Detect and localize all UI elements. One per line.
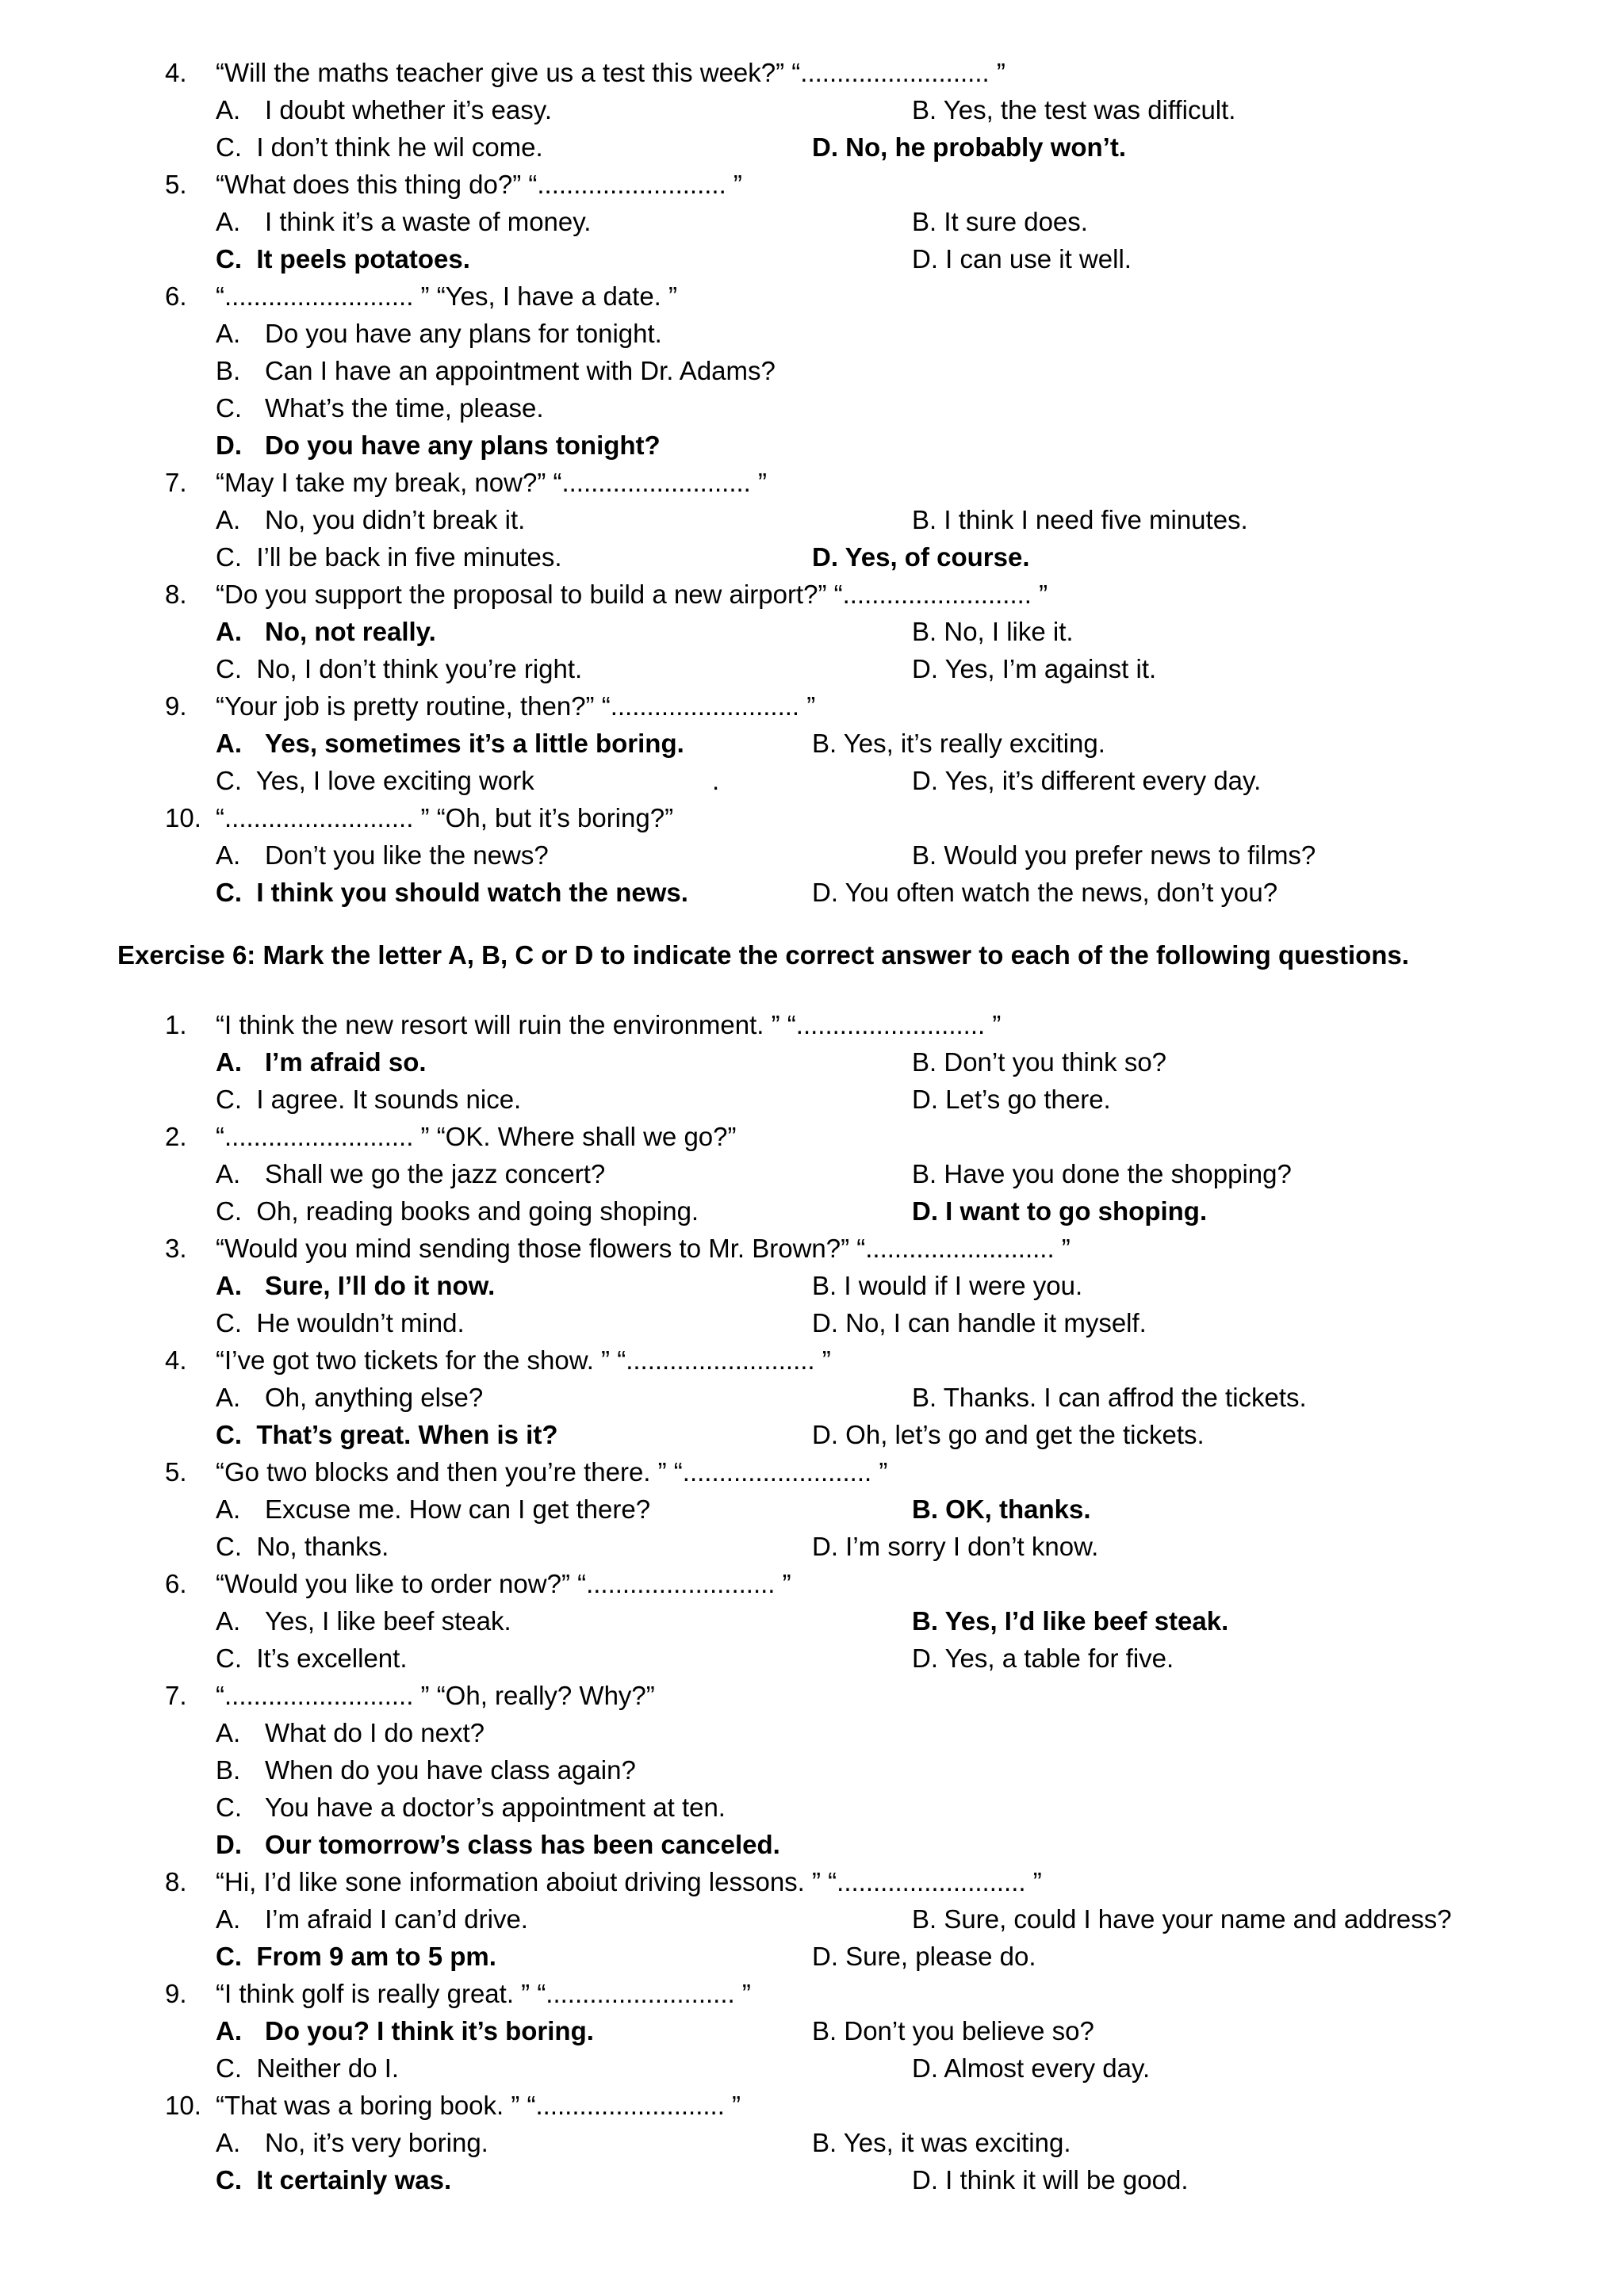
option-d-correct bbox=[216, 430, 661, 461]
option-b bbox=[912, 840, 1316, 871]
question-number: 4. bbox=[165, 58, 187, 87]
option-c bbox=[216, 132, 543, 163]
option-letter: C. bbox=[216, 2053, 242, 2083]
option-text: Sure, please do. bbox=[845, 1942, 1036, 1971]
option-text: It peels potatoes. bbox=[256, 244, 470, 274]
option-letter: C. bbox=[216, 1420, 242, 1449]
option-text: Yes, it’s different every day. bbox=[944, 766, 1262, 795]
option-d bbox=[812, 1419, 1205, 1451]
option-b bbox=[912, 1047, 1166, 1078]
question-7 bbox=[165, 467, 767, 499]
question-text: “What does this thing do?” “.......................... ” bbox=[216, 170, 742, 199]
option-text: What’s the time, please. bbox=[265, 393, 544, 423]
question-9 bbox=[165, 691, 815, 722]
option-text: Sure, could I have your name and address? bbox=[944, 1904, 1452, 1934]
option-letter: C. bbox=[216, 1085, 242, 1114]
option-d-correct bbox=[912, 1196, 1207, 1227]
option-letter: D. bbox=[216, 430, 242, 460]
option-d bbox=[812, 877, 1277, 909]
option-c bbox=[216, 765, 534, 797]
option-d bbox=[812, 1531, 1098, 1563]
question-text: “.......................... ” “OK. Where shall we go?” bbox=[216, 1122, 737, 1151]
option-text: No, he probably won’t. bbox=[845, 132, 1127, 162]
option-d-correct bbox=[812, 541, 1030, 573]
question-10 bbox=[165, 802, 673, 834]
option-text: I don’t think he wil come. bbox=[256, 132, 543, 162]
question-number: 7. bbox=[165, 468, 187, 497]
option-text: Shall we go the jazz concert? bbox=[265, 1159, 606, 1188]
option-c-correct bbox=[216, 1941, 496, 1973]
option-d bbox=[912, 243, 1132, 275]
option-d bbox=[912, 765, 1261, 797]
question-7 bbox=[165, 1680, 655, 1712]
question-number: 4. bbox=[165, 1345, 187, 1375]
option-letter: C. bbox=[216, 654, 242, 683]
option-a bbox=[216, 1158, 605, 1190]
option-letter: A. bbox=[216, 1159, 241, 1188]
option-d bbox=[912, 2053, 1150, 2084]
option-d bbox=[812, 1307, 1147, 1339]
option-letter: D. bbox=[812, 1942, 838, 1971]
option-c bbox=[216, 541, 562, 573]
option-text: No, it’s very boring. bbox=[265, 2128, 488, 2157]
option-b bbox=[912, 504, 1248, 536]
option-letter: D. bbox=[812, 542, 838, 572]
option-text: Do you? I think it’s boring. bbox=[265, 2016, 594, 2045]
option-letter: A. bbox=[216, 207, 241, 236]
question-text: “I think the new resort will ruin the environment. ” “.......................... ” bbox=[216, 1010, 1002, 1039]
question-number: 2. bbox=[165, 1122, 187, 1151]
option-d bbox=[912, 2164, 1189, 2196]
option-text: Thanks. I can affrod the tickets. bbox=[943, 1383, 1307, 1412]
option-c bbox=[216, 653, 582, 685]
option-letter: A. bbox=[216, 1904, 241, 1934]
option-letter: C. bbox=[216, 393, 242, 423]
option-text: OK, thanks. bbox=[945, 1494, 1091, 1524]
option-text: No, I can handle it myself. bbox=[845, 1308, 1147, 1337]
option-b bbox=[912, 94, 1235, 126]
option-letter: B. bbox=[912, 1606, 938, 1636]
option-letter: D. bbox=[912, 2053, 938, 2083]
option-a-correct bbox=[216, 1270, 495, 1302]
option-c bbox=[216, 1792, 726, 1823]
option-a bbox=[216, 504, 525, 536]
question-number: 10. bbox=[165, 2091, 201, 2120]
question-text: “.......................... ” “Yes, I have a date. ” bbox=[216, 281, 677, 311]
question-text: “Do you support the proposal to build a new airport?” “.......................... ” bbox=[216, 580, 1048, 609]
question-text: “.......................... ” “Oh, really? Why?” bbox=[216, 1681, 655, 1710]
option-text: You often watch the news, don’t you? bbox=[845, 878, 1278, 907]
option-letter: D. bbox=[912, 654, 938, 683]
option-d bbox=[912, 653, 1156, 685]
option-letter: B. bbox=[912, 207, 937, 236]
option-text: I can use it well. bbox=[945, 244, 1132, 274]
option-letter: C. bbox=[216, 766, 242, 795]
option-text: No, not really. bbox=[265, 617, 436, 646]
question-4 bbox=[165, 1345, 831, 1376]
option-letter: A. bbox=[216, 729, 242, 758]
option-letter: D. bbox=[812, 1532, 838, 1561]
option-text: Do you have any plans tonight? bbox=[265, 430, 661, 460]
option-letter: C. bbox=[216, 1644, 242, 1673]
question-number: 7. bbox=[165, 1681, 187, 1710]
option-letter: B. bbox=[912, 505, 937, 534]
option-c bbox=[216, 1084, 521, 1115]
option-letter: A. bbox=[216, 2128, 241, 2157]
option-c-correct bbox=[216, 243, 470, 275]
question-text: “I’ve got two tickets for the show. ” “.......................... ” bbox=[216, 1345, 831, 1375]
question-number: 6. bbox=[165, 1569, 187, 1598]
option-letter: D. bbox=[812, 1308, 838, 1337]
question-number: 1. bbox=[165, 1010, 187, 1039]
option-c bbox=[216, 1643, 408, 1674]
option-text: Yes, the test was difficult. bbox=[943, 95, 1236, 124]
option-text: I would if I were you. bbox=[844, 1271, 1083, 1300]
option-c-correct bbox=[216, 1419, 558, 1451]
option-letter: D. bbox=[812, 878, 838, 907]
question-text: “That was a boring book. ” “.......................... ” bbox=[216, 2091, 741, 2120]
option-text: Would you prefer news to films? bbox=[944, 840, 1316, 870]
question-text: “Will the maths teacher give us a test this week?” “.......................... ” bbox=[216, 58, 1005, 87]
option-text: I think it’s a waste of money. bbox=[265, 207, 592, 236]
option-letter: B. bbox=[912, 95, 937, 124]
option-text: Don’t you believe so? bbox=[844, 2016, 1094, 2045]
question-text: “.......................... ” “Oh, but it’s boring?” bbox=[216, 803, 674, 832]
option-a-correct bbox=[216, 616, 436, 648]
option-a bbox=[216, 1717, 485, 1749]
option-text: I’m afraid I can’d drive. bbox=[265, 1904, 528, 1934]
option-letter: B. bbox=[912, 1047, 937, 1077]
option-b bbox=[812, 728, 1105, 760]
option-text: I doubt whether it’s easy. bbox=[265, 95, 552, 124]
option-letter: D. bbox=[912, 1085, 938, 1114]
question-text: “May I take my break, now?” “.......................... ” bbox=[216, 468, 767, 497]
option-letter: A. bbox=[216, 1494, 241, 1524]
option-text: Oh, let’s go and get the tickets. bbox=[845, 1420, 1205, 1449]
option-letter: C. bbox=[216, 1793, 242, 1822]
option-d bbox=[912, 1643, 1174, 1674]
option-letter: D. bbox=[912, 1644, 938, 1673]
option-text: Excuse me. How can I get there? bbox=[265, 1494, 651, 1524]
option-text: No, I like it. bbox=[944, 617, 1074, 646]
question-text: “Your job is pretty routine, then?” “.......................... ” bbox=[216, 691, 816, 721]
option-letter: A. bbox=[216, 505, 241, 534]
option-text: What do I do next? bbox=[265, 1718, 485, 1747]
option-letter: C. bbox=[216, 878, 242, 907]
option-c bbox=[216, 1307, 465, 1339]
question-10 bbox=[165, 2090, 741, 2122]
option-text: Yes, I love exciting work bbox=[255, 766, 534, 795]
option-text: Do you have any plans for tonight. bbox=[265, 319, 662, 348]
option-a bbox=[216, 1904, 528, 1935]
option-a-correct bbox=[216, 2015, 594, 2047]
question-5 bbox=[165, 169, 742, 201]
question-4 bbox=[165, 57, 1005, 89]
option-letter: B. bbox=[912, 1904, 937, 1934]
option-text: Don’t you think so? bbox=[944, 1047, 1167, 1077]
option-a bbox=[216, 2127, 488, 2159]
question-number: 8. bbox=[165, 580, 187, 609]
question-number: 9. bbox=[165, 1979, 187, 2008]
option-a bbox=[216, 1605, 511, 1637]
option-a-correct bbox=[216, 1047, 427, 1078]
option-letter: D. bbox=[812, 1420, 838, 1449]
option-b-correct bbox=[912, 1494, 1091, 1525]
option-text: Can I have an appointment with Dr. Adams? bbox=[265, 356, 776, 385]
option-d bbox=[912, 1084, 1111, 1115]
option-letter: B. bbox=[216, 1755, 241, 1785]
option-text: Oh, anything else? bbox=[265, 1383, 484, 1412]
option-c-correct bbox=[216, 2164, 451, 2196]
question-text: “Would you like to order now?” “.......................... ” bbox=[216, 1569, 791, 1598]
option-letter: A. bbox=[216, 319, 241, 348]
question-text: “Hi, I’d like sone information aboiut driving lessons. ” “.......................... ” bbox=[216, 1867, 1042, 1896]
option-a bbox=[216, 1382, 483, 1414]
question-number: 6. bbox=[165, 281, 187, 311]
question-2 bbox=[165, 1121, 737, 1153]
option-c bbox=[216, 1196, 699, 1227]
option-letter: A. bbox=[216, 1047, 242, 1077]
option-text: I’m afraid so. bbox=[265, 1047, 427, 1077]
option-b bbox=[912, 1158, 1292, 1190]
option-letter: C. bbox=[216, 132, 242, 162]
option-text: Neither do I. bbox=[256, 2053, 400, 2083]
question-number: 9. bbox=[165, 691, 187, 721]
option-text: I think I need five minutes. bbox=[944, 505, 1248, 534]
option-letter: A. bbox=[216, 95, 241, 124]
option-d bbox=[812, 1941, 1036, 1973]
question-text: “Would you mind sending those flowers to Mr. Brown?” “.......................... ” bbox=[216, 1234, 1071, 1263]
option-d-correct bbox=[812, 132, 1126, 163]
option-text: Don’t you like the news? bbox=[265, 840, 549, 870]
option-text: No, you didn’t break it. bbox=[265, 505, 526, 534]
question-5 bbox=[165, 1456, 887, 1488]
question-8 bbox=[165, 1866, 1042, 1898]
option-text: That’s great. When is it? bbox=[256, 1420, 558, 1449]
question-text: “I think golf is really great. ” “.......................... ” bbox=[216, 1979, 751, 2008]
option-letter: A. bbox=[216, 1606, 241, 1636]
option-text: I want to go shoping. bbox=[945, 1196, 1208, 1226]
option-letter: C. bbox=[216, 542, 242, 572]
option-letter: A. bbox=[216, 1271, 242, 1300]
option-b bbox=[912, 206, 1088, 238]
question-number: 8. bbox=[165, 1867, 187, 1896]
option-b bbox=[812, 1270, 1082, 1302]
option-b bbox=[912, 616, 1074, 648]
option-text: I’m sorry I don’t know. bbox=[845, 1532, 1099, 1561]
option-text: Almost every day. bbox=[944, 2053, 1151, 2083]
option-text: It’s excellent. bbox=[256, 1644, 408, 1673]
option-letter: B. bbox=[912, 1383, 937, 1412]
option-a bbox=[216, 1494, 650, 1525]
option-letter: D. bbox=[912, 2165, 938, 2195]
stray-period: . bbox=[712, 766, 720, 795]
question-6 bbox=[165, 1568, 791, 1600]
option-text: No, thanks. bbox=[256, 1532, 389, 1561]
option-text: Yes, I’d like beef steak. bbox=[944, 1606, 1229, 1636]
option-letter: D. bbox=[912, 244, 938, 274]
question-number: 5. bbox=[165, 170, 187, 199]
question-6 bbox=[165, 281, 677, 312]
option-letter: C. bbox=[216, 1532, 242, 1561]
option-b bbox=[912, 1382, 1307, 1414]
option-letter: A. bbox=[216, 1718, 241, 1747]
option-text: I’ll be back in five minutes. bbox=[256, 542, 562, 572]
question-1 bbox=[165, 1009, 1001, 1041]
option-c-correct bbox=[216, 877, 688, 909]
option-letter: C. bbox=[216, 244, 242, 274]
exercise-heading: Exercise 6: Mark the letter A, B, C or D to indicate the correct answer to each of the following questions. bbox=[117, 940, 1409, 970]
option-text: Yes, a table for five. bbox=[944, 1644, 1174, 1673]
option-letter: C. bbox=[216, 1196, 242, 1226]
question-number: 5. bbox=[165, 1457, 187, 1487]
option-letter: A. bbox=[216, 1383, 241, 1412]
option-text: Yes, it was exciting. bbox=[843, 2128, 1071, 2157]
question-9 bbox=[165, 1978, 751, 2010]
option-d-correct bbox=[216, 1829, 780, 1861]
option-text: From 9 am to 5 pm. bbox=[256, 1942, 496, 1971]
option-text: I agree. It sounds nice. bbox=[256, 1085, 522, 1114]
option-a bbox=[216, 840, 549, 871]
option-c bbox=[216, 392, 544, 424]
option-text: He wouldn’t mind. bbox=[256, 1308, 465, 1337]
option-letter: B. bbox=[912, 1494, 938, 1524]
option-text: Yes, sometimes it’s a little boring. bbox=[265, 729, 684, 758]
option-text: When do you have class again? bbox=[265, 1755, 636, 1785]
option-text: Yes, of course. bbox=[845, 542, 1030, 572]
option-letter: B. bbox=[812, 2016, 837, 2045]
option-a bbox=[216, 206, 591, 238]
option-b bbox=[216, 1755, 636, 1786]
option-c bbox=[216, 1531, 389, 1563]
option-b bbox=[912, 1904, 1452, 1935]
question-number: 3. bbox=[165, 1234, 187, 1263]
option-text: Oh, reading books and going shoping. bbox=[256, 1196, 699, 1226]
option-text: I think you should watch the news. bbox=[256, 878, 688, 907]
option-b-correct bbox=[912, 1605, 1228, 1637]
option-letter: D. bbox=[912, 1196, 938, 1226]
option-letter: B. bbox=[912, 1159, 937, 1188]
option-text: Yes, I’m against it. bbox=[944, 654, 1157, 683]
option-text: Yes, it’s really exciting. bbox=[843, 729, 1105, 758]
option-a bbox=[216, 318, 662, 350]
option-text: I think it will be good. bbox=[945, 2165, 1189, 2195]
option-letter: D. bbox=[812, 132, 838, 162]
option-text: It sure does. bbox=[944, 207, 1088, 236]
option-letter: D. bbox=[912, 766, 938, 795]
option-c bbox=[216, 2053, 399, 2084]
option-letter: B. bbox=[812, 729, 837, 758]
option-b bbox=[812, 2127, 1071, 2159]
option-text: Our tomorrow’s class has been canceled. bbox=[265, 1830, 780, 1859]
option-letter: C. bbox=[216, 1942, 242, 1971]
question-3 bbox=[165, 1233, 1071, 1265]
option-letter: B. bbox=[812, 2128, 837, 2157]
option-letter: A. bbox=[216, 840, 241, 870]
option-text: You have a doctor’s appointment at ten. bbox=[265, 1793, 726, 1822]
question-8 bbox=[165, 579, 1048, 610]
question-text: “Go two blocks and then you’re there. ” “.......................... ” bbox=[216, 1457, 888, 1487]
option-letter: B. bbox=[812, 1271, 837, 1300]
option-letter: A. bbox=[216, 2016, 242, 2045]
option-letter: B. bbox=[912, 840, 937, 870]
option-a bbox=[216, 94, 552, 126]
option-letter: C. bbox=[216, 2165, 242, 2195]
option-letter: C. bbox=[216, 1308, 242, 1337]
option-letter: B. bbox=[216, 356, 241, 385]
option-b bbox=[216, 355, 776, 387]
option-text: Have you done the shopping? bbox=[944, 1159, 1292, 1188]
option-text: Yes, I like beef steak. bbox=[265, 1606, 511, 1636]
option-letter: A. bbox=[216, 617, 242, 646]
option-text: Let’s go there. bbox=[945, 1085, 1111, 1114]
option-letter: D. bbox=[216, 1830, 242, 1859]
option-text: No, I don’t think you’re right. bbox=[256, 654, 583, 683]
option-letter: B. bbox=[912, 617, 937, 646]
question-number: 10. bbox=[165, 803, 201, 832]
option-a-correct bbox=[216, 728, 684, 760]
option-text: Sure, I’ll do it now. bbox=[265, 1271, 496, 1300]
option-b bbox=[812, 2015, 1094, 2047]
option-text: It certainly was. bbox=[256, 2165, 452, 2195]
